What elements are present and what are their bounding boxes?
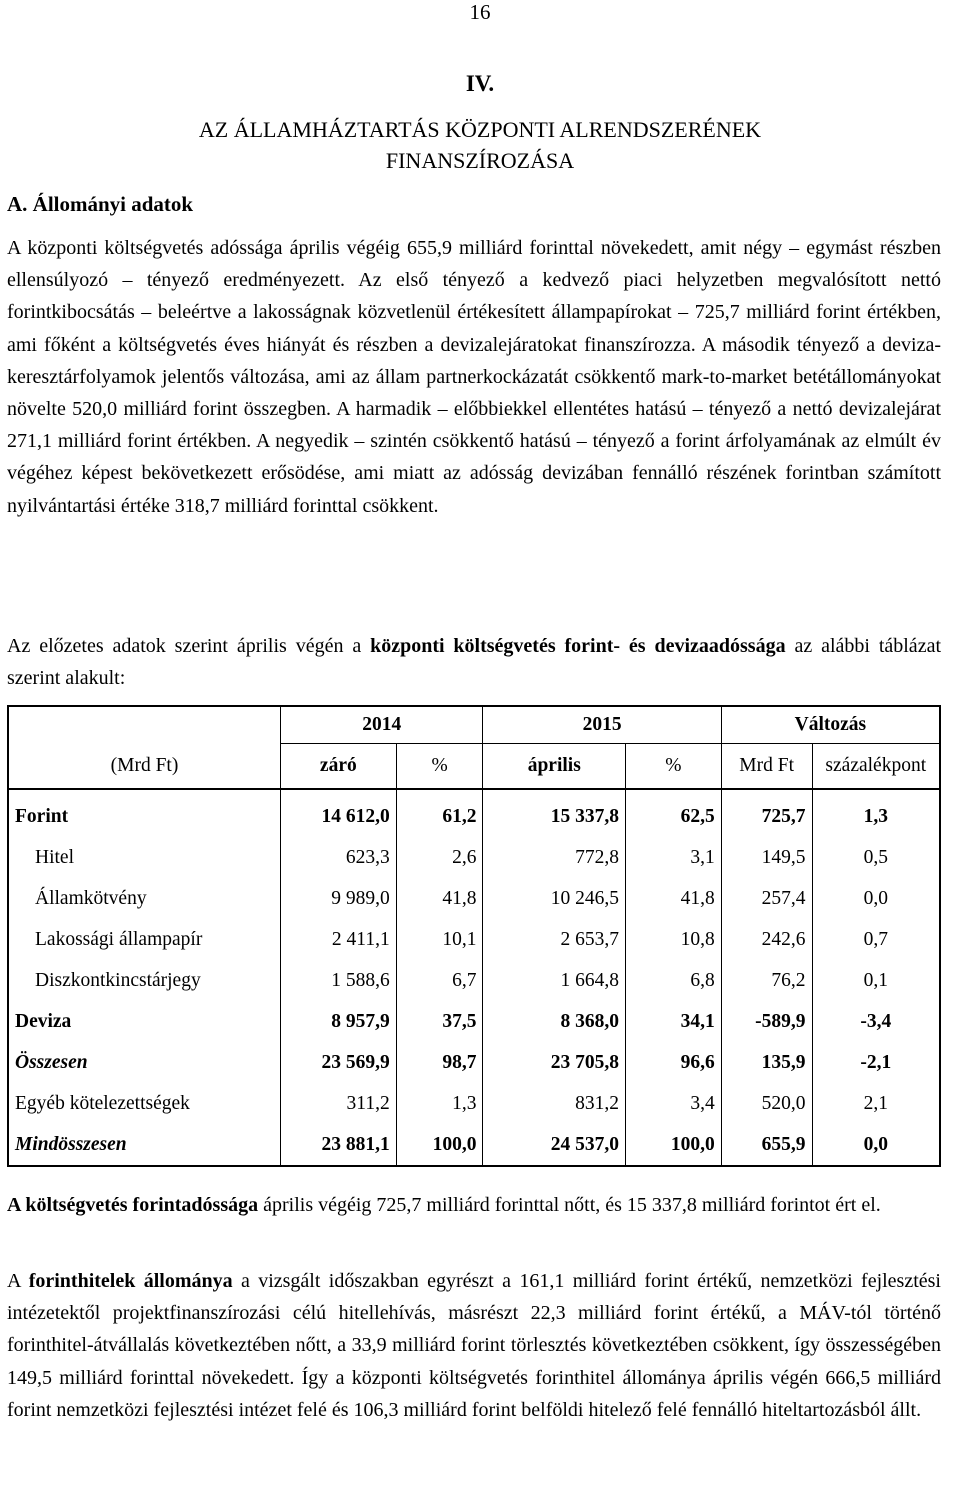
cell-pct-2014: 41,8 (396, 878, 483, 919)
header-close: záró (280, 744, 396, 790)
cell-change-pp: 0,0 (812, 1124, 940, 1166)
paragraph-table-intro (7, 630, 941, 694)
cell-april-2015: 23 705,8 (483, 1042, 626, 1083)
chapter-title-line2: FINANSZÍROZÁSA (385, 148, 575, 173)
table-row (8, 837, 940, 878)
cell-april-2015: 8 368,0 (483, 1001, 626, 1042)
cell-change-pp: 1,3 (812, 789, 940, 837)
header-april: április (483, 744, 626, 790)
row-label: Hitel (8, 837, 280, 878)
table-row (8, 1042, 940, 1083)
cell-change-pp: -3,4 (812, 1001, 940, 1042)
cell-change-mrdft: 725,7 (721, 789, 812, 837)
header-percentage-point: százalékpont (812, 744, 940, 790)
cell-april-2015: 831,2 (483, 1083, 626, 1124)
forint-debt-bold: A költségvetés forintadóssága (7, 1194, 259, 1216)
paragraph-debt-factors: A központi költségvetés adóssága április végéig 655,9 milliárd forinttal növekedett, amit négy – egymást részben ellensúlyozó – tényező eredményezett. Az első tényező a kedvező piaci helyzetben megvalósított nettó forintkibocsátás – beleértve a lakosságnak közvetlenül értékesített állampapírokat – 725,7 milliárd forint értékben, ami főként a költségvetés éves hiányát és részben a devizalejáratokat finanszírozza. A második tényező a deviza-keresztárfolyamok jelentős változása, ami az állam partnerkockázatát csökkentő mark-to-market betétállományokat növelte 520,0 milliárd forint összegben. A harmadik – előbbiekkel ellentétes hatású – tényező a nettó devizalejárat 271,1 milliárd forint értékben. A negyedik – szintén csökkentő hatású – tényező a forint árfolyamának az elmúlt év végéhez képest bekövetkezett erősödése, ami miatt az adósság devizában fennálló részének forintban számított nyilvántartási értéke 318,7 milliárd forinttal csökkent. (7, 237, 941, 517)
table-header-row-columns (8, 744, 940, 790)
forint-debt-text: április végéig 725,7 milliárd forinttal nőtt, és 15 337,8 milliárd forintot ért el. (258, 1194, 881, 1216)
header-mrd-ft: Mrd Ft (721, 744, 812, 790)
cell-change-mrdft: 149,5 (721, 837, 812, 878)
cell-pct-2014: 10,1 (396, 919, 483, 960)
cell-april-2015: 10 246,5 (483, 878, 626, 919)
header-year-2015: 2015 (483, 706, 721, 744)
cell-april-2015: 2 653,7 (483, 919, 626, 960)
chapter-title-line1: AZ ÁLLAMHÁZTARTÁS KÖZPONTI ALRENDSZERÉNEK (198, 117, 762, 142)
cell-close-2014: 9 989,0 (280, 878, 396, 919)
cell-change-mrdft: 76,2 (721, 960, 812, 1001)
cell-april-2015: 24 537,0 (483, 1124, 626, 1166)
cell-change-pp: 0,1 (812, 960, 940, 1001)
row-label: Államkötvény (8, 878, 280, 919)
table-row (8, 919, 940, 960)
cell-change-pp: 0,7 (812, 919, 940, 960)
cell-pct-2014: 2,6 (396, 837, 483, 878)
table-body (8, 789, 940, 1166)
cell-pct-2014: 61,2 (396, 789, 483, 837)
cell-pct-2015: 34,1 (626, 1001, 722, 1042)
header-change: Változás (721, 706, 940, 744)
cell-change-pp: 2,1 (812, 1083, 940, 1124)
cell-change-mrdft: 135,9 (721, 1042, 812, 1083)
row-label: Egyéb kötelezettségek (8, 1083, 280, 1124)
intro-text-bold: központi költségvetés forint- és devizaadóssága (370, 635, 786, 657)
cell-pct-2015: 96,6 (626, 1042, 722, 1083)
header-pct-2014: % (396, 744, 483, 790)
cell-change-mrdft: 257,4 (721, 878, 812, 919)
cell-close-2014: 8 957,9 (280, 1001, 396, 1042)
cell-close-2014: 23 569,9 (280, 1042, 396, 1083)
forint-loans-bold: forinthitelek állománya (28, 1270, 233, 1292)
intro-text-post: az alábbi táblázat szerint alakult: (7, 635, 941, 690)
chapter-title (60, 114, 900, 176)
chapter-number: IV. (465, 71, 495, 96)
header-pct-2015: % (626, 744, 722, 790)
row-label: Diszkontkincstárjegy (8, 960, 280, 1001)
cell-change-pp: -2,1 (812, 1042, 940, 1083)
cell-pct-2014: 98,7 (396, 1042, 483, 1083)
cell-pct-2014: 100,0 (396, 1124, 483, 1166)
table-header-row-years (8, 706, 940, 744)
cell-pct-2015: 100,0 (626, 1124, 722, 1166)
paragraph-forint-debt (7, 1189, 941, 1221)
cell-close-2014: 14 612,0 (280, 789, 396, 837)
debt-table (7, 705, 941, 1167)
cell-close-2014: 23 881,1 (280, 1124, 396, 1166)
cell-pct-2014: 37,5 (396, 1001, 483, 1042)
table-row (8, 960, 940, 1001)
row-label: Forint (8, 789, 280, 837)
cell-april-2015: 15 337,8 (483, 789, 626, 837)
forint-loans-pre: A (7, 1270, 29, 1292)
table-row (8, 878, 940, 919)
cell-change-mrdft: 520,0 (721, 1083, 812, 1124)
cell-close-2014: 311,2 (280, 1083, 396, 1124)
cell-pct-2015: 10,8 (626, 919, 722, 960)
cell-pct-2015: 3,4 (626, 1083, 722, 1124)
cell-pct-2015: 3,1 (626, 837, 722, 878)
cell-close-2014: 623,3 (280, 837, 396, 878)
header-empty-cell (8, 706, 280, 744)
cell-april-2015: 772,8 (483, 837, 626, 878)
cell-change-mrdft: 655,9 (721, 1124, 812, 1166)
cell-close-2014: 2 411,1 (280, 919, 396, 960)
header-unit: (Mrd Ft) (8, 744, 280, 790)
section-heading: A. Állományi adatok (7, 192, 194, 216)
cell-pct-2015: 6,8 (626, 960, 722, 1001)
table-row (8, 1001, 940, 1042)
row-label: Mindösszesen (8, 1124, 280, 1166)
paragraph-forint-loans (7, 1265, 941, 1426)
row-label: Lakossági állampapír (8, 919, 280, 960)
cell-april-2015: 1 664,8 (483, 960, 626, 1001)
cell-pct-2014: 6,7 (396, 960, 483, 1001)
cell-pct-2014: 1,3 (396, 1083, 483, 1124)
page-number: 16 (469, 0, 491, 24)
table-row (8, 1083, 940, 1124)
cell-change-mrdft: 242,6 (721, 919, 812, 960)
table-row (8, 789, 940, 837)
row-label: Összesen (8, 1042, 280, 1083)
forint-loans-text: a vizsgált időszakban egyrészt a 161,1 milliárd forint értékű, nemzetközi fejlesztési intézetektől projektfinanszírozási célú hitellehívás, másrészt 22,3 milliárd forint értékű, a MÁV-tól történő forinthitel-átvállalás következtében nőtt, a 33,9 milliárd forint törlesztés következtében csökkent, így összességében 149,5 milliárd forinttal növekedett. Így a központi költségvetés forinthitel állománya április végén 666,5 milliárd forint nemzetközi fejlesztési intézet felé és 106,3 milliárd forint belföldi hitelező felé fennálló hiteltartozásból állt. (7, 1270, 941, 1421)
row-label: Deviza (8, 1001, 280, 1042)
cell-close-2014: 1 588,6 (280, 960, 396, 1001)
table-row (8, 1124, 940, 1166)
cell-change-pp: 0,5 (812, 837, 940, 878)
cell-change-mrdft: -589,9 (721, 1001, 812, 1042)
cell-change-pp: 0,0 (812, 878, 940, 919)
intro-text-pre: Az előzetes adatok szerint április végén a (7, 635, 371, 657)
cell-pct-2015: 41,8 (626, 878, 722, 919)
cell-pct-2015: 62,5 (626, 789, 722, 837)
header-year-2014: 2014 (280, 706, 483, 744)
